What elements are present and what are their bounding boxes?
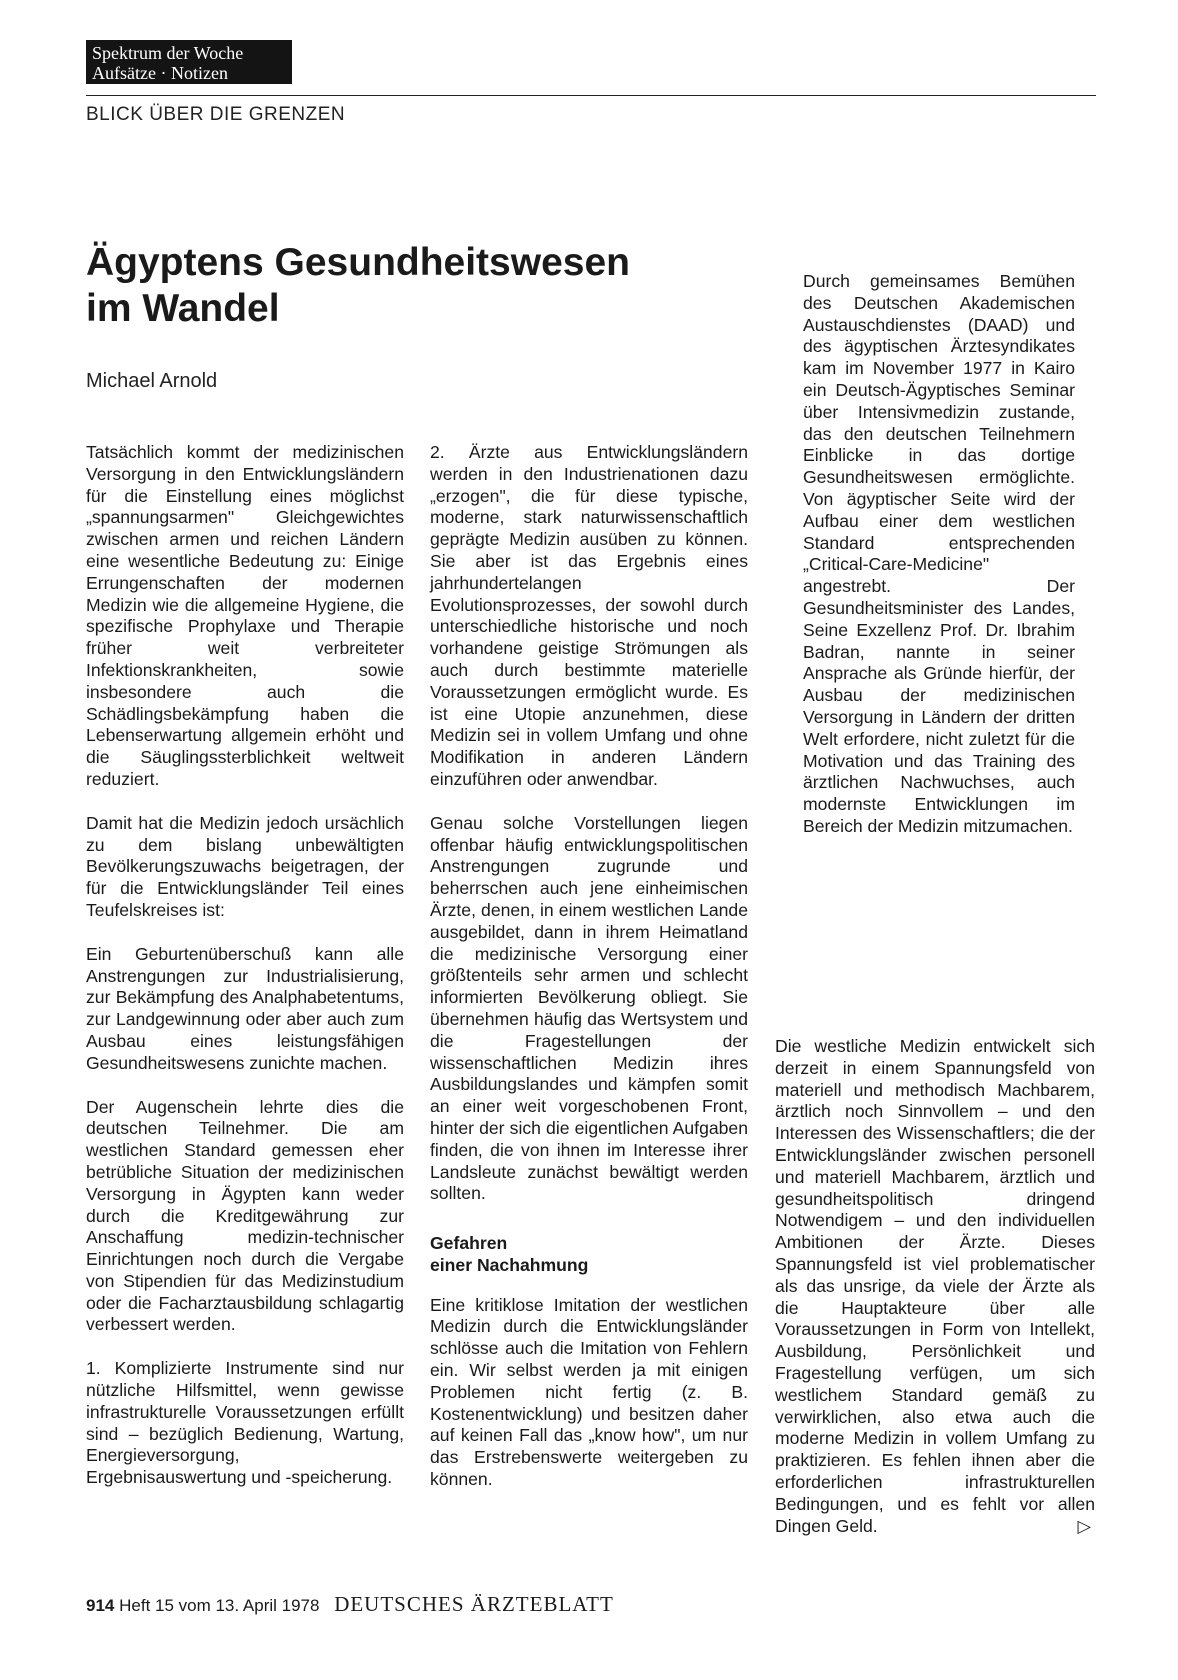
paragraph: Eine kritiklose Imitation der westlichen Medizin durch die Entwicklungsländer schlösse auch die Imitation von Fehlern ein. Wir selbst werden ja mit einigen Problemen nicht fertig (z. B. Kostenentwicklung) und besitzen daher auf keinen Fall das „know how", um nur das Erstrebenswerte weitergeben zu können. <box>430 1294 748 1490</box>
article-title <box>86 240 706 332</box>
paragraph: Tatsächlich kommt der medizinischen Versorgung in den Entwicklungsländern für die Einstellung eines möglichst „spannungsarmen" Gleichgewichtes zwischen armen und reichen Ländern eine wesentliche Bedeutung zu: Einige Errungenschaften der modernen Medizin wie die allgemeine Hygiene, die spezifische Prophylaxe und Therapie früher weit verbreiteter Infektionskrankheiten, sowie insbesondere auch die Schädlingsbekämpfung haben die Lebenserwartung allgemein erhöht und die Säuglingssterblichkeit weltweit reduziert. <box>86 442 404 789</box>
intro-paragraph: Durch gemeinsames Bemühen des Deutschen Akademischen Austauschdienstes (DAAD) und des ägyptischen Ärztesyndikates kam im November 1977 in Kairo ein Deutsch-Ägyptisches Seminar über Intensivmedizin zustande, das den deutschen Teilnehmern Einblicke in das dortige Gesundheitswesen ermöglichte. Von ägyptischer Seite wird der Aufbau einer dem westlichen Standard entsprechenden „Critical-Care-Medicine" angestrebt. Der Gesundheitsminister des Landes, Seine Exzellenz Prof. Dr. Ibrahim Badran, nannte in seiner Ansprache als Gründe hierfür, der Ausbau der medizinischen Versorgung in Ländern der dritten Welt erfordere, nicht zuletzt für die Motivation und das Training des ärztlichen Nachwuchses, auch modernste Entwicklungen im Bereich der Medizin mitzumachen. <box>803 271 1075 836</box>
author-name: Michael Arnold <box>86 370 218 392</box>
text-column-2 <box>430 442 748 1513</box>
issue-info: Heft 15 vom 13. April 1978 <box>119 1596 320 1615</box>
section-badge <box>86 40 292 84</box>
paragraph: 2. Ärzte aus Entwicklungsländern werden in den Industrienationen dazu „erzogen", die für diese typische, moderne, stark naturwissenschaftlich geprägte Medizin ausüben zu können. Sie aber ist das Ergebnis eines jahrhundertelangen Evolutionsprozesses, der sowohl durch unterschiedliche historische und noch vorhandene geistige Strömungen als auch durch bestimmte materielle Voraussetzungen ermöglicht wurde. Es ist eine Utopie anzunehmen, diese Medizin sei in vollem Umfang und ohne Modifikation in anderen Ländern einzuführen oder anwendbar. <box>430 442 748 789</box>
text-column-1 <box>86 442 404 1511</box>
title-line-2: im Wandel <box>86 287 280 330</box>
paragraph: Genau solche Vorstellungen liegen offenbar häufig entwicklungspolitischen Anstrengungen zugrunde und beherrschen auch jene einheimischen Ärzte, denen, in einem westlichen Lande ausgebildet, dann in ihrem Heimatland die medizinische Versorgung einer größtenteils sehr armen und schlecht informierten Bevölkerung obliegt. Sie übernehmen häufig das Wertsystem und die Fragestellungen der wissenschaftlichen Medizin ihres Ausbildungslandes und kämpfen somit an einer weit vorgeschobenen Front, hinter der sich die eigentlichen Aufgaben finden, die von ihnen im Interesse ihrer Landsleute zunächst bewältigt werden sollten. <box>430 812 748 1204</box>
paragraph: Der Augenschein lehrte dies die deutschen Teilnehmer. Die am westlichen Standard gemessen eher betrübliche Situation der medizinischen Versorgung in Ägypten kann weder durch die Kreditgewährung zur Anschaffung medizin-technischer Einrichtungen noch durch die Vergabe von Stipendien für das Medizinstudium oder die Facharztausbildung schlagartig verbessert werden. <box>86 1096 404 1335</box>
subheading-line-1: Gefahren <box>430 1233 508 1254</box>
page-footer <box>86 1592 614 1617</box>
paragraph <box>775 1036 1095 1537</box>
badge-line-1: Spektrum der Woche <box>92 43 244 63</box>
paragraph: Damit hat die Medizin jedoch ursächlich zu dem bislang unbewältigten Bevölkerungszuwachs beigetragen, der für die Entwicklungsländer Teil eines Teufelskreises ist: <box>86 812 404 920</box>
page-number: 914 <box>86 1596 115 1615</box>
badge-line-2: Aufsätze · Notizen <box>92 63 228 83</box>
masthead: DEUTSCHES ÄRZTEBLATT <box>334 1592 614 1616</box>
title-line-1: Ägyptens Gesundheitswesen <box>86 241 630 284</box>
paragraph: Ein Geburtenüberschuß kann alle Anstrengungen zur Industrialisierung, zur Bekämpfung des Analphabetentums, zur Landgewinnung oder aber auch zum Ausbau eines leistungsfähigen Gesundheitswesens zunichte machen. <box>86 943 404 1073</box>
paragraph-text: Die westliche Medizin entwickelt sich derzeit in einem Spannungsfeld von materiell und methodisch Machbarem, ärztlich noch Sinnvollem – und den Interessen des Wissenschaftlers; die der Entwicklungsländer zwischen personell und materiell Machbarem, ärztlich und gesundheitspolitisch dringend Notwendigem – und den individuellen Ambitionen der Ärzte. Dieses Spannungsfeld ist viel problematischer als das unsrige, da viele der Ärzte als die Hauptakteure über alle Voraussetzungen in Form von Intellekt, Ausbildung, Persönlichkeit und Fragestellung verfügen, um sich westlichem Standard gemäß zu verwirklichen, also etwa auch die moderne Medizin in vollem Umfang zu praktizieren. Es fehlen ihnen aber die erforderlichen infrastrukturellen Bedingungen, und es fehlt vor allen Dingen Geld. <box>775 1036 1095 1536</box>
continue-arrow-icon: ▷ <box>1077 1515 1091 1536</box>
paragraph: 1. Komplizierte Instrumente sind nur nützliche Hilfsmittel, wenn gewisse infrastrukturelle Voraussetzungen erfüllt sind – bezüglich Bedienung, Wartung, Energieversorgung, Ergebnisauswertung und -speicherung. <box>86 1358 404 1488</box>
subheading-line-2: einer Nachahmung <box>430 1254 589 1275</box>
section-heading: BLICK ÜBER DIE GRENZEN <box>86 104 346 125</box>
text-column-3 <box>775 1036 1095 1559</box>
header-rule <box>86 95 1096 96</box>
intro-column <box>803 271 1075 860</box>
subheading <box>430 1233 748 1277</box>
